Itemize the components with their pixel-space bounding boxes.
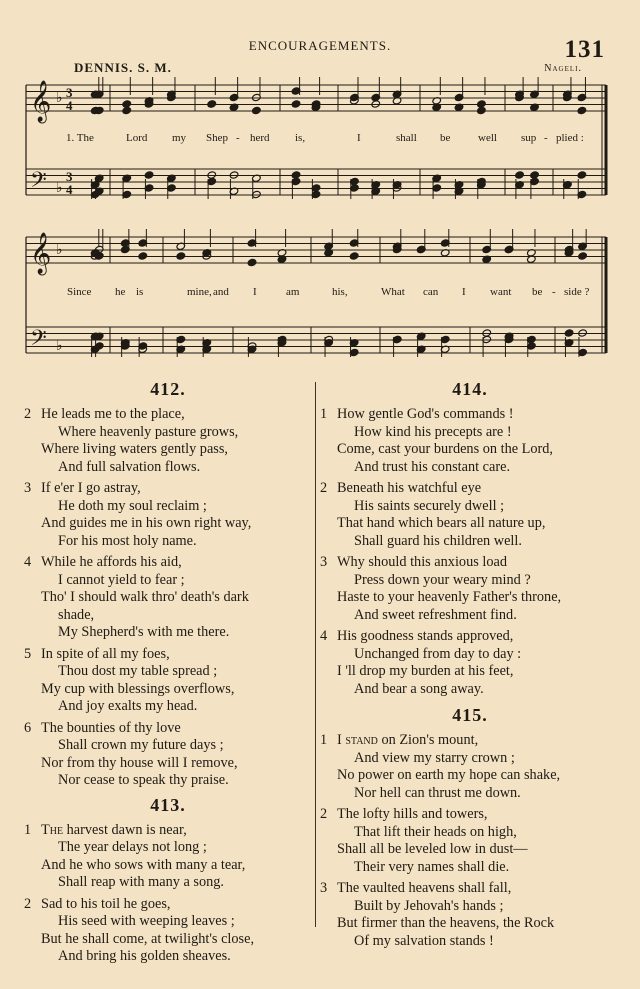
verse-line: And view my starry crown ; xyxy=(354,749,515,766)
verse-line: And sweet refreshment find. xyxy=(354,606,517,623)
verse-number: 4 xyxy=(24,554,32,570)
hymn-number: 415. xyxy=(452,705,488,725)
stanza xyxy=(320,406,620,476)
stanza xyxy=(24,720,312,790)
note-head xyxy=(349,252,359,260)
verse-line: Thou dost my table spread ; xyxy=(58,663,218,679)
verse-line: His seed with weeping leaves ; xyxy=(58,913,235,929)
verse-line: He doth my soul reclaim ; xyxy=(58,497,207,514)
verse-line: Where heavenly pasture grows, xyxy=(58,423,239,440)
flat-icon: ♭ xyxy=(56,181,63,196)
note-head xyxy=(247,258,257,266)
lyric-syllable: can xyxy=(423,286,439,298)
verse-line: Of my salvation stands ! xyxy=(354,932,494,949)
verse-number: 3 xyxy=(320,554,328,570)
verse-number: 4 xyxy=(320,628,328,644)
time-signature-top: 3 xyxy=(66,169,73,184)
lyric-syllable: and xyxy=(213,286,229,298)
time-signature-bottom: 4 xyxy=(66,98,73,113)
verse-line: And he who sows with many a tear, xyxy=(41,856,246,873)
bass-clef-icon: 𝄢 xyxy=(30,326,47,356)
verse-line: shade, xyxy=(58,606,95,623)
lyric-syllable: Since xyxy=(67,286,92,298)
flat-icon: ♭ xyxy=(56,243,63,258)
hymn-415 xyxy=(320,704,620,950)
lyric-syllable: is xyxy=(136,286,144,298)
verse-line: Sad to his toil he goes, xyxy=(41,895,171,912)
hymn-412 xyxy=(24,378,312,790)
lyric-syllable: What xyxy=(381,286,405,298)
note-head xyxy=(477,106,487,114)
verse-line: Nor from thy house will I remove, xyxy=(41,754,238,771)
note-head xyxy=(578,329,588,337)
verse-line: And guides me in his own right way, xyxy=(41,515,252,531)
hymn-number: 412. xyxy=(150,379,186,399)
verse-line: Nor hell can thrust me down. xyxy=(354,784,521,801)
verse-line: on Zion's mount, xyxy=(377,732,479,748)
note-head xyxy=(564,329,574,337)
lyric-syllable: well xyxy=(478,132,497,144)
stanza xyxy=(320,806,620,876)
verse-line: In spite of all my foes, xyxy=(41,645,170,662)
tune-name: DENNIS. S. M. xyxy=(74,60,172,75)
verse-line: That hand which bears all nature up, xyxy=(337,515,546,531)
verse-line: Where living waters gently pass, xyxy=(41,441,228,457)
stanza xyxy=(24,554,312,642)
lyric-syllable: sup xyxy=(521,132,537,144)
verse-number: 2 xyxy=(320,480,328,496)
lyric-syllable: - xyxy=(544,132,548,144)
time-signature-bottom: 4 xyxy=(66,182,73,197)
time-signature-top: 3 xyxy=(66,85,73,100)
stanza xyxy=(24,646,312,716)
stanza xyxy=(24,896,312,966)
lyric-syllable: be xyxy=(440,132,451,144)
verse-line: If e'er I go astray, xyxy=(41,480,141,496)
lyric-syllable: am xyxy=(286,286,300,298)
lyric-syllable: his, xyxy=(332,286,348,298)
note-head xyxy=(577,171,587,179)
hymn-414 xyxy=(320,378,620,698)
lyric-syllable: - xyxy=(552,286,556,298)
bass-clef-icon: 𝄢 xyxy=(30,168,47,198)
lyric-syllable: shall xyxy=(396,132,417,144)
lyric-syllable: I xyxy=(253,286,257,298)
verse-number: 6 xyxy=(24,719,32,736)
lyric-syllable: 1. The xyxy=(66,132,94,144)
treble-clef-icon: 𝄞 xyxy=(30,233,52,274)
verse-line: The vaulted heavens shall fall, xyxy=(337,880,512,896)
verse-line: I cannot yield to fear ; xyxy=(58,571,185,588)
note-head xyxy=(144,171,154,179)
lyric-syllable: Lord xyxy=(126,132,148,144)
verse-line: While he affords his aid, xyxy=(41,554,182,570)
verse-line: No power on earth my hope can shake, xyxy=(337,767,561,783)
verse-line: I 'll drop my burden at his feet, xyxy=(337,663,514,679)
verse-line: And full salvation flows. xyxy=(58,458,201,475)
note-head xyxy=(577,106,587,114)
note-head xyxy=(176,252,186,260)
verse-number: 3 xyxy=(320,880,328,896)
verse-line: My cup with blessings overflows, xyxy=(41,680,235,697)
verse-line: Come, cast your burdens on the Lord, xyxy=(337,441,553,457)
lyric-syllable: herd xyxy=(250,132,270,144)
lyric-syllable: my xyxy=(172,132,187,144)
lyric-syllable: I xyxy=(462,286,466,298)
treble-clef-icon: 𝄞 xyxy=(30,81,52,122)
verse-line: He leads me to the place, xyxy=(41,406,185,422)
stanza xyxy=(320,732,620,802)
verse-line: The year delays not long ; xyxy=(58,839,207,855)
hymn-number: 414. xyxy=(452,379,488,399)
lyric-syllable: is, xyxy=(295,132,306,144)
verse-number: 1 xyxy=(320,732,328,748)
verse-line: And bear a song away. xyxy=(354,680,484,697)
verse-line: And bring his golden sheaves. xyxy=(58,948,231,964)
lyric-syllable: mine, xyxy=(187,286,212,298)
page-number: 131 xyxy=(564,36,605,63)
column-divider xyxy=(315,382,316,927)
verse-number: 1 xyxy=(24,821,32,838)
verse-line: And trust his constant care. xyxy=(354,458,511,475)
verse-number: 2 xyxy=(24,406,32,422)
flat-icon: ♭ xyxy=(56,339,63,354)
stanza xyxy=(320,554,620,624)
verse-line: The lofty hills and towers, xyxy=(337,806,488,822)
verse-line: Shall crown my future days ; xyxy=(58,737,224,753)
lyric-syllable: Shep xyxy=(206,132,228,144)
music-score xyxy=(0,0,640,370)
verse-line: Built by Jehovah's hands ; xyxy=(354,897,504,914)
stanza xyxy=(24,822,312,892)
lyric-syllable: plied : xyxy=(556,132,584,144)
stanza xyxy=(320,628,620,698)
page-header-title: ENCOURAGEMENTS. xyxy=(248,38,392,53)
stanza xyxy=(320,480,620,550)
lyric-syllable: I xyxy=(357,132,361,144)
lyric-syllable: side ? xyxy=(564,286,590,298)
verse-line: His saints securely dwell ; xyxy=(354,497,505,514)
verse-line: How gentle God's commands ! xyxy=(337,406,514,422)
note-head xyxy=(578,252,588,260)
verse-number: 1 xyxy=(320,406,328,422)
hymn-413 xyxy=(24,794,312,966)
verse-line: Shall guard his children well. xyxy=(354,532,522,549)
verse-line: For his most holy name. xyxy=(58,532,197,549)
note-head xyxy=(229,171,239,179)
verse-line: Shall reap with many a song. xyxy=(58,874,224,890)
composer-name: Nageli. xyxy=(544,63,582,74)
verse-line: And joy exalts my head. xyxy=(58,698,198,714)
hymn-column-right xyxy=(320,378,620,954)
verse-line: But firmer than the heavens, the Rock xyxy=(337,915,555,931)
verse-line: Haste to your heavenly Father's throne, xyxy=(337,589,562,605)
stanza xyxy=(24,406,312,476)
note-head xyxy=(252,106,262,114)
verse-line: Unchanged from day to day : xyxy=(354,645,522,662)
verse-line: The bounties of thy love xyxy=(41,719,181,736)
verse-line: Why should this anxious load xyxy=(337,554,507,570)
hymn-number: 413. xyxy=(150,794,186,815)
stanza xyxy=(24,480,312,550)
verse-line: harvest dawn is near, xyxy=(63,821,187,838)
verse-line: My Shepherd's with me there. xyxy=(58,624,230,640)
verse-first-word: The xyxy=(41,821,64,838)
verse-line: Shall all be leveled low in dust— xyxy=(337,841,528,857)
lyric-syllable: he xyxy=(115,286,126,298)
verse-line: Nor cease to speak thy praise. xyxy=(58,772,229,788)
verse-line: Press down your weary mind ? xyxy=(354,571,531,588)
verse-line: Beneath his watchful eye xyxy=(337,480,482,496)
lyric-syllable: be xyxy=(532,286,543,298)
lyric-syllable: - xyxy=(236,132,240,144)
note-head xyxy=(291,100,301,108)
verse-number: 2 xyxy=(320,806,328,822)
hymn-column-left xyxy=(24,378,312,970)
verse-number: 3 xyxy=(24,480,32,496)
note-head xyxy=(122,106,132,114)
verse-line: Tho' I should walk thro' death's dark xyxy=(41,589,249,605)
verse-line: His goodness stands approved, xyxy=(337,628,514,644)
verse-line: But he shall come, at twilight's close, xyxy=(41,930,255,947)
lyric-syllable: want xyxy=(490,286,512,298)
note-head xyxy=(138,252,148,260)
verse-first-word: I stand xyxy=(337,732,378,748)
verse-line: Their very names shall die. xyxy=(354,858,510,875)
flat-icon: ♭ xyxy=(56,91,63,106)
verse-line: How kind his precepts are ! xyxy=(354,423,512,440)
verse-number: 2 xyxy=(24,895,32,912)
note-head xyxy=(515,171,525,179)
stanza xyxy=(320,880,620,950)
note-head xyxy=(207,100,217,108)
verse-number: 5 xyxy=(24,645,32,662)
verse-line: That lift their heads on high, xyxy=(354,823,517,840)
